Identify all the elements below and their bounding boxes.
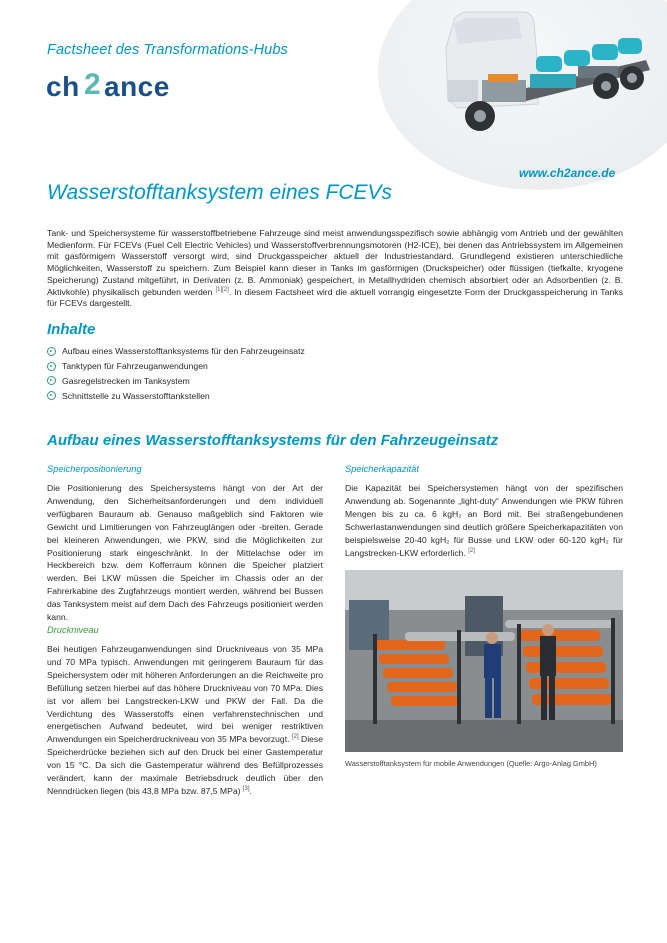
page-title: Wasserstofftanksystem eines FCEVs [47,181,393,204]
svg-text:ch: ch [46,71,80,102]
contents-item-label: Gasregelstrecken im Tanksystem [62,375,190,386]
pressure-reference-2: [3] [242,786,250,793]
intro-text: Tank- und Speichersysteme für wasserstoffbetriebene Fahrzeuge sind meist anwendungsspezifisch sowie abhängig vom Antrieb und der gewählten Medienform. Für FCEVs (Fuel Cell Electric Vehicles) und Wasserstoffverbrennungsmotoren (H2-ICE), bei denen das Antriebssystem im Allgemeinen mit gasförmigem Wasserstoff versorgt wird, sind Druckgasspeicher aktuell der Industriestandard. Grundlegend existieren unterschiedliche Möglichkeiten, Wasserstoff zu speichern. Zum Beispiel kann dieser in Tanks im gasförmigen (Druckspeicher) oder flüssigen (tiefkalte, kryogene Speicherung) Zustand mitgeführt, in Derivaten (z. B. Ammoniak) gespeichert, in Metallhydriden chemisch absorbiert oder an Adsorbentien (z. B. Aktivkohle) physikalisch gebunden werden [47,228,623,297]
pressure-paragraph [47,643,323,798]
arrow-bullet-icon [47,347,56,356]
contents-item-label: Aufbau eines Wasserstofftanksystems für den Fahrzeugeinsatz [62,346,305,357]
intro-text-continued: . In diesem Factsheet wird die aktuell vorrangig eingesetzte Form der Druckgasspeicherung in Tanks für FCEVs dargestellt. [47,286,623,309]
section-heading: Aufbau eines Wasserstofftanksystems für den Fahrzeugeinsatz [47,432,499,449]
intro-reference: [1][2] [215,286,229,293]
svg-text:ance: ance [104,71,170,102]
photo-caption: Wasserstofftanksystem für mobile Anwendungen (Quelle: Argo-Anlag GmbH) [345,759,597,768]
ch2ance-logo [46,70,188,104]
factsheet-tagline: Factsheet des Transformations-Hubs [47,42,288,58]
contents-item[interactable] [47,374,305,389]
intro-paragraph [47,228,623,310]
positioning-heading: Speicherpositionierung [47,464,142,474]
pressure-heading: Druckniveau [47,625,99,635]
contents-item-label: Schnittstelle zu Wasserstofftankstellen [62,390,210,401]
capacity-heading: Speicherkapazität [345,464,419,474]
workshop-photo [345,570,623,752]
arrow-bullet-icon [47,391,56,400]
contents-item-label: Tanktypen für Fahrzeuganwendungen [62,361,208,372]
pressure-reference: [2] [291,734,299,741]
positioning-paragraph: Die Positionierung des Speichersystems hängt von der Art der Anwendung, den Sicherheitsanforderungen und dem individuell verfügbaren Bauraum ab. Genauso maßgeblich sind Faktoren wie Gewicht und Limitierungen von Fahrzeuglängen oder -breiten. Gerade bei kleineren Anwendungen, wie PKW, sind die Möglichkeiten zur Positionierung stark eingeschränkt. In der Mittelachse oder im Heckbereich bzw. dem Kofferraum können die Speicher platziert werden. Bei LKW müssen die Speicher im Chassis oder an der Fahrerkabine des Zugfahrzeugs montiert werden, während bei Bussen das Tanksystem meist auf dem Dach des Fahrzeugs positioniert werden kann. [47,483,323,623]
contents-item[interactable] [47,359,305,374]
contents-item[interactable] [47,344,305,359]
capacity-paragraph [345,482,623,559]
arrow-bullet-icon [47,376,56,385]
capacity-reference: [2] [468,547,475,554]
pressure-text-end: . [249,785,252,796]
contents-heading: Inhalte [47,321,96,338]
pressure-text-continued: Diese Speicherdrücke beziehen sich auf den Druck bei einer Gastemperatur von 15 °C. Da sich die Gastemperatur während des Befüllprozesses verändert, kann der maximale Betriebsdruck deutlich über den Nenndrücken liegen (bis 43,8 MPa bzw. 87,5 MPa) [47,734,324,796]
contents-item[interactable] [47,388,305,403]
hydrogen-truck-illustration [418,8,653,158]
contents-list [47,344,305,403]
capacity-text: Die Kapazität bei Speichersystemen hängt von der spezifischen Anwendung ab. Sogenannte „light-duty“ Anwendungen wie PKW führen Mengen bis zu ca. 6 kgH₂ an Bord mit. Bei straßengebundenen Schwerlastanwendungen sind deutlich größere Speicherkapazitäten von beispielsweise 20-40 kgH₂ für Busse und LKW oder 60-120 kgH₂ für Langstrecken-LKW erforderlich. [345,483,623,558]
svg-text:2: 2 [84,70,101,101]
arrow-bullet-icon [47,362,56,371]
pressure-text: Bei heutigen Fahrzeuganwendungen sind Druckniveaus von 35 MPa und 70 MPa typisch. Anwendungen mit geringerem Bauraum für das Speichersystem oder mit höheren Anforderungen an die Reichweite pro Befüllung setzen hierbei auf das höhere Druckniveau von 70 MPa. Dies ist vor allem bei Langstrecken-LKW und PKW der Fall. Da die Verdichtung des Wasserstoffs einen verfahrenstechnischen und energetischen Aufwand bedeutet, wird bei weniger restriktiven Anwendungen ein Speicherdruckniveau von 35 MPa bevorzugt. [47,644,323,745]
website-link[interactable]: www.ch2ance.de [519,166,616,180]
